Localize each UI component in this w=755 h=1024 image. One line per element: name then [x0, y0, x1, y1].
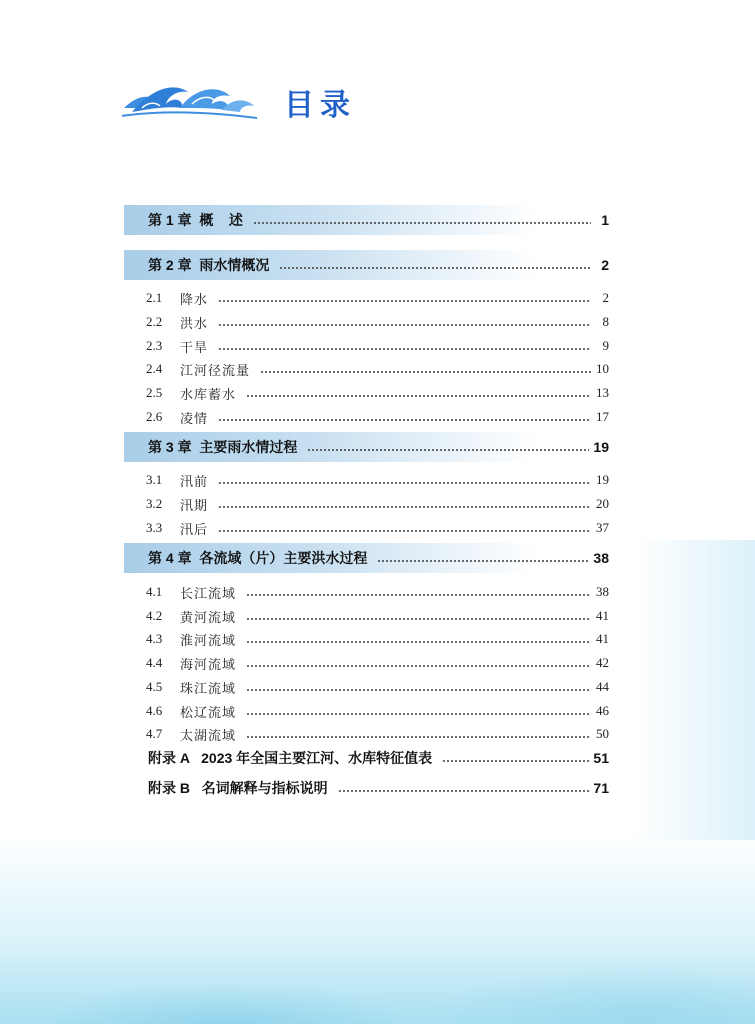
toc-page-number: 71 — [593, 780, 609, 796]
toc-entry-label: 第 2 章 雨水情概况 — [148, 257, 270, 273]
toc-entry-label: 第 3 章 主要雨水情过程 — [148, 439, 298, 455]
toc-section-number: 2.5 — [146, 385, 163, 400]
toc-appendix-b[interactable] — [124, 776, 609, 800]
toc-section-4-6[interactable] — [124, 700, 609, 722]
leader-dots — [279, 267, 591, 269]
decorative-wave-background — [0, 834, 755, 1024]
leader-dots — [218, 419, 591, 421]
leader-dots — [246, 713, 591, 715]
leader-dots — [218, 530, 591, 532]
toc-chapter-4[interactable] — [124, 543, 609, 573]
toc-section-2-3[interactable] — [124, 335, 609, 357]
toc-entry-label: 附录 B 名词解释与指标说明 — [148, 780, 328, 796]
leader-dots — [253, 222, 591, 224]
toc-entry-label: 干旱 — [180, 339, 209, 355]
leader-dots — [218, 506, 591, 508]
toc-page-number: 37 — [596, 520, 609, 535]
toc-section-number: 4.3 — [146, 631, 163, 646]
toc-page-number: 51 — [593, 750, 609, 766]
toc-section-number: 2.6 — [146, 409, 163, 424]
leader-dots — [246, 594, 591, 596]
toc-appendix-a[interactable] — [124, 746, 609, 770]
toc-page-number: 20 — [596, 496, 609, 511]
toc-page-number: 13 — [596, 385, 609, 400]
toc-page-number: 46 — [596, 703, 609, 718]
toc-page-number: 38 — [596, 584, 609, 599]
toc-section-2-6[interactable] — [124, 406, 609, 428]
leader-dots — [218, 348, 591, 350]
toc-entry-label: 第 4 章 各流域（片）主要洪水过程 — [148, 550, 368, 566]
toc-section-number: 3.1 — [146, 472, 163, 487]
toc-page-number: 38 — [593, 550, 609, 566]
leader-dots — [442, 760, 589, 762]
toc-page-number: 17 — [596, 409, 609, 424]
toc-section-number: 3.2 — [146, 496, 163, 511]
toc-entry-label: 珠江流域 — [180, 680, 237, 696]
toc-section-4-3[interactable] — [124, 628, 609, 650]
toc-chapter-2[interactable] — [124, 250, 609, 280]
toc-section-3-1[interactable] — [124, 469, 609, 491]
leader-dots — [307, 449, 589, 451]
leader-dots — [218, 324, 591, 326]
toc-header — [122, 78, 382, 122]
toc-entry-label: 淮河流域 — [180, 632, 237, 648]
leader-dots — [246, 641, 591, 643]
toc-entry-label: 洪水 — [180, 315, 209, 331]
page-title: 目录 — [284, 88, 356, 123]
toc-page-number: 50 — [596, 726, 609, 741]
toc-section-number: 4.2 — [146, 608, 163, 623]
toc-section-number: 4.4 — [146, 655, 163, 670]
toc-entry-label: 汛前 — [180, 473, 209, 489]
toc-entry-label: 海河流域 — [180, 656, 237, 672]
toc-entry-label: 汛后 — [180, 521, 209, 537]
leader-dots — [218, 482, 591, 484]
leader-dots — [338, 790, 590, 792]
toc-section-2-2[interactable] — [124, 311, 609, 333]
wave-logo-icon — [122, 78, 257, 122]
toc-entry-label: 凌情 — [180, 410, 209, 426]
toc-section-number: 4.6 — [146, 703, 163, 718]
toc-section-4-1[interactable] — [124, 581, 609, 603]
toc-section-2-4[interactable] — [124, 358, 609, 380]
toc-page-number: 10 — [596, 361, 609, 376]
toc-section-4-2[interactable] — [124, 605, 609, 627]
toc-entry-label: 松辽流域 — [180, 704, 237, 720]
toc-page-number: 41 — [596, 631, 609, 646]
toc-entry-label: 汛期 — [180, 497, 209, 513]
toc-section-3-3[interactable] — [124, 517, 609, 539]
toc-section-number: 4.1 — [146, 584, 163, 599]
toc-entry-label: 长江流域 — [180, 585, 237, 601]
toc-section-number: 2.1 — [146, 290, 163, 305]
toc-page-number: 8 — [602, 314, 609, 329]
toc-chapter-3[interactable] — [124, 432, 609, 462]
toc-page-number: 41 — [596, 608, 609, 623]
toc-entry-label: 第 1 章 概 述 — [148, 212, 243, 228]
leader-dots — [246, 618, 591, 620]
toc-entry-label: 江河径流量 — [180, 362, 251, 378]
toc-page-number: 1 — [601, 212, 609, 228]
toc-section-number: 4.5 — [146, 679, 163, 694]
toc-section-4-4[interactable] — [124, 652, 609, 674]
toc-section-number: 3.3 — [146, 520, 163, 535]
toc-section-number: 2.2 — [146, 314, 163, 329]
toc-chapter-1[interactable] — [124, 205, 609, 235]
toc-page-number: 9 — [602, 338, 609, 353]
leader-dots — [246, 689, 591, 691]
toc-section-2-1[interactable] — [124, 287, 609, 309]
leader-dots — [246, 736, 591, 738]
toc-section-2-5[interactable] — [124, 382, 609, 404]
toc-page-number: 2 — [601, 257, 609, 273]
decorative-side-wash — [635, 540, 755, 840]
leader-dots — [377, 560, 589, 562]
toc-entry-label: 太湖流域 — [180, 727, 237, 743]
leader-dots — [218, 300, 591, 302]
toc-page-number: 42 — [596, 655, 609, 670]
leader-dots — [260, 371, 591, 373]
toc-section-number: 2.3 — [146, 338, 163, 353]
toc-page-number: 19 — [596, 472, 609, 487]
toc-section-4-7[interactable] — [124, 723, 609, 745]
toc-entry-label: 降水 — [180, 291, 209, 307]
leader-dots — [246, 395, 591, 397]
toc-entry-label: 水库蓄水 — [180, 386, 237, 402]
toc-section-4-5[interactable] — [124, 676, 609, 698]
toc-section-3-2[interactable] — [124, 493, 609, 515]
toc-page-number: 44 — [596, 679, 609, 694]
leader-dots — [246, 665, 591, 667]
toc-entry-label: 附录 A 2023 年全国主要江河、水库特征值表 — [148, 750, 433, 766]
toc-page-number: 2 — [602, 290, 609, 305]
toc-entry-label: 黄河流域 — [180, 609, 237, 625]
toc-section-number: 4.7 — [146, 726, 163, 741]
toc-page-number: 19 — [593, 439, 609, 455]
toc-section-number: 2.4 — [146, 361, 163, 376]
